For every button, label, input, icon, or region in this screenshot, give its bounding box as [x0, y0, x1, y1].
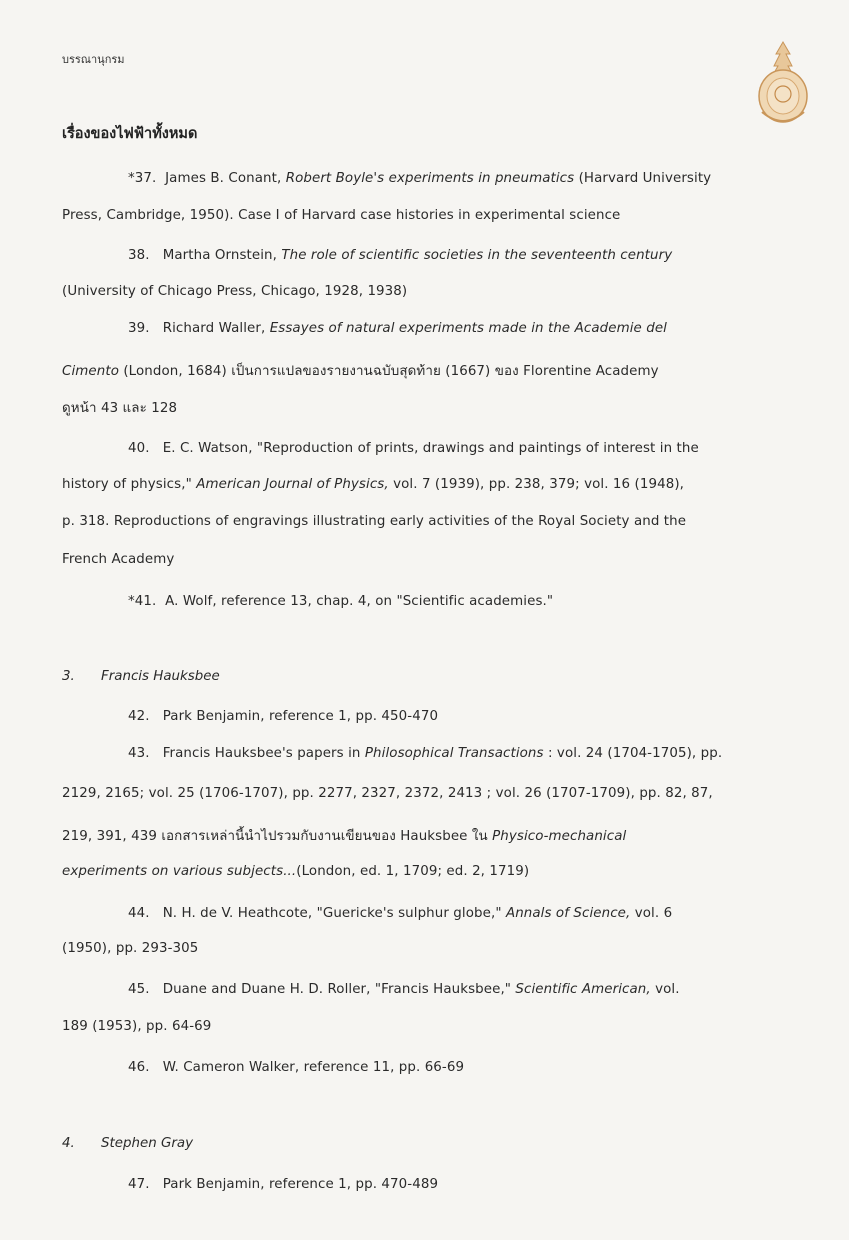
ref-40-text-b: vol. 7 (1939), pp. 238, 379; vol. 16 (1948),: [393, 477, 684, 492]
section-4-number: 4.: [62, 1136, 75, 1151]
ref-40-text: E. C. Watson, "Reproduction of prints, drawings and paintings of interest in the: [162, 441, 699, 456]
ref-39-number: 39.: [128, 321, 150, 336]
section-3-number: 3.: [62, 669, 75, 684]
ref-42-number: 42.: [128, 709, 150, 724]
ref-39-title: Essayes of natural experiments made in the Academie del: [269, 321, 667, 336]
ref-43-book-title-cont: experiments on various subjects...: [62, 864, 297, 879]
page-title: เรื่องของไฟฟ้าทั้งหมด: [62, 126, 198, 142]
section-3-name: Francis Hauksbee: [101, 669, 220, 684]
ref-45-text-b: vol.: [655, 982, 680, 997]
ref-46-text: W. Cameron Walker, reference 11, pp. 66-69: [162, 1060, 465, 1075]
ref-45-journal: Scientific American,: [515, 982, 651, 997]
ref-47-number: 47.: [128, 1177, 150, 1192]
ref-43-text-c: 219, 391, 439 เอกสารเหล่านี้นำไปรวมกับงานเขียนของ Hauksbee ใน: [62, 829, 488, 844]
ref-41-number: *41.: [128, 594, 157, 609]
ref-43-text-b: : vol. 24 (1704-1705), pp.: [547, 746, 723, 761]
ref-43-journal: Philosophical Transactions: [364, 746, 544, 761]
ref-44-line-1: [128, 906, 672, 921]
ref-38-title: The role of scientific societies in the seventeenth century: [281, 248, 673, 263]
ref-40-number: 40.: [128, 441, 150, 456]
ref-43-text-d: (London, ed. 1, 1709; ed. 2, 1719): [296, 864, 530, 879]
ref-44-line-2: (1950), pp. 293-305: [62, 941, 199, 956]
ref-43-line-1: [128, 746, 722, 761]
ref-45-text-a: Duane and Duane H. D. Roller, "Francis Hauksbee,": [162, 982, 512, 997]
ref-38-author: Martha Ornstein,: [162, 248, 277, 263]
ref-45-line-1: [128, 982, 680, 997]
section-3-heading: [62, 669, 220, 684]
ref-43-line-2: 2129, 2165; vol. 25 (1706-1707), pp. 2277, 2327, 2372, 2413 ; vol. 26 (1707-1709), pp. 82, 87,: [62, 786, 713, 801]
ref-40-line-3: p. 318. Reproductions of engravings illustrating early activities of the Royal Society and the: [62, 514, 687, 529]
ref-38-line-2: (University of Chicago Press, Chicago, 1928, 1938): [62, 284, 408, 299]
ref-39-author: Richard Waller,: [162, 321, 266, 336]
ref-43-text-a: Francis Hauksbee's papers in: [162, 746, 361, 761]
ref-37-author: James B. Conant,: [165, 171, 282, 186]
section-4-heading: [62, 1136, 193, 1151]
ref-39-line-1: [128, 321, 667, 336]
ref-40-journal: American Journal of Physics,: [196, 477, 389, 492]
ref-44-number: 44.: [128, 906, 150, 921]
ref-39-line-2: [62, 360, 659, 381]
ref-38-line-1: [128, 248, 672, 263]
ref-37-title: Robert Boyle's experiments in pneumatics: [285, 171, 575, 186]
ref-46-number: 46.: [128, 1060, 150, 1075]
ref-44-journal: Annals of Science,: [505, 906, 631, 921]
ref-40-line-4: French Academy: [62, 552, 175, 567]
ref-43-line-3: [62, 825, 626, 846]
ref-43-book-title: Physico-mechanical: [492, 829, 627, 844]
ref-37-line-2: Press, Cambridge, 1950). Case I of Harvard case histories in experimental science: [62, 208, 621, 223]
ref-44-text-b: vol. 6: [634, 906, 673, 921]
ref-37-text: (Harvard University: [578, 171, 712, 186]
ref-43-line-4: [62, 864, 529, 879]
ref-40-line-2: [62, 477, 684, 492]
ref-39-line-3: ดูหน้า 43 และ 128: [62, 401, 178, 416]
section-4-name: Stephen Gray: [101, 1136, 194, 1151]
ref-45-number: 45.: [128, 982, 150, 997]
school-seal-logo-icon: [752, 40, 814, 128]
ref-45-line-2: 189 (1953), pp. 64-69: [62, 1019, 212, 1034]
ref-41-text: A. Wolf, reference 13, chap. 4, on "Scientific academies.": [165, 594, 554, 609]
ref-47-text: Park Benjamin, reference 1, pp. 470-489: [162, 1177, 439, 1192]
ref-42-text: Park Benjamin, reference 1, pp. 450-470: [162, 709, 439, 724]
ref-39-text: (London, 1684) เป็นการแปลของรายงานฉบับสุดท้าย (1667) ของ Florentine Academy: [123, 364, 659, 379]
ref-38-number: 38.: [128, 248, 150, 263]
ref-37-number: *37.: [128, 171, 157, 186]
ref-42: [128, 709, 438, 724]
ref-46: [128, 1060, 464, 1075]
ref-40-line-1: [128, 441, 699, 456]
ref-40-text-a: history of physics,": [62, 477, 192, 492]
ref-39-title-cont: Cimento: [62, 364, 119, 379]
ref-43-number: 43.: [128, 746, 150, 761]
ref-41: [128, 594, 553, 609]
header-label: บรรณานุกรม: [62, 53, 125, 66]
ref-37-line-1: [128, 171, 711, 186]
ref-47: [128, 1177, 438, 1192]
ref-44-text-a: N. H. de V. Heathcote, "Guericke's sulphur globe,": [162, 906, 502, 921]
